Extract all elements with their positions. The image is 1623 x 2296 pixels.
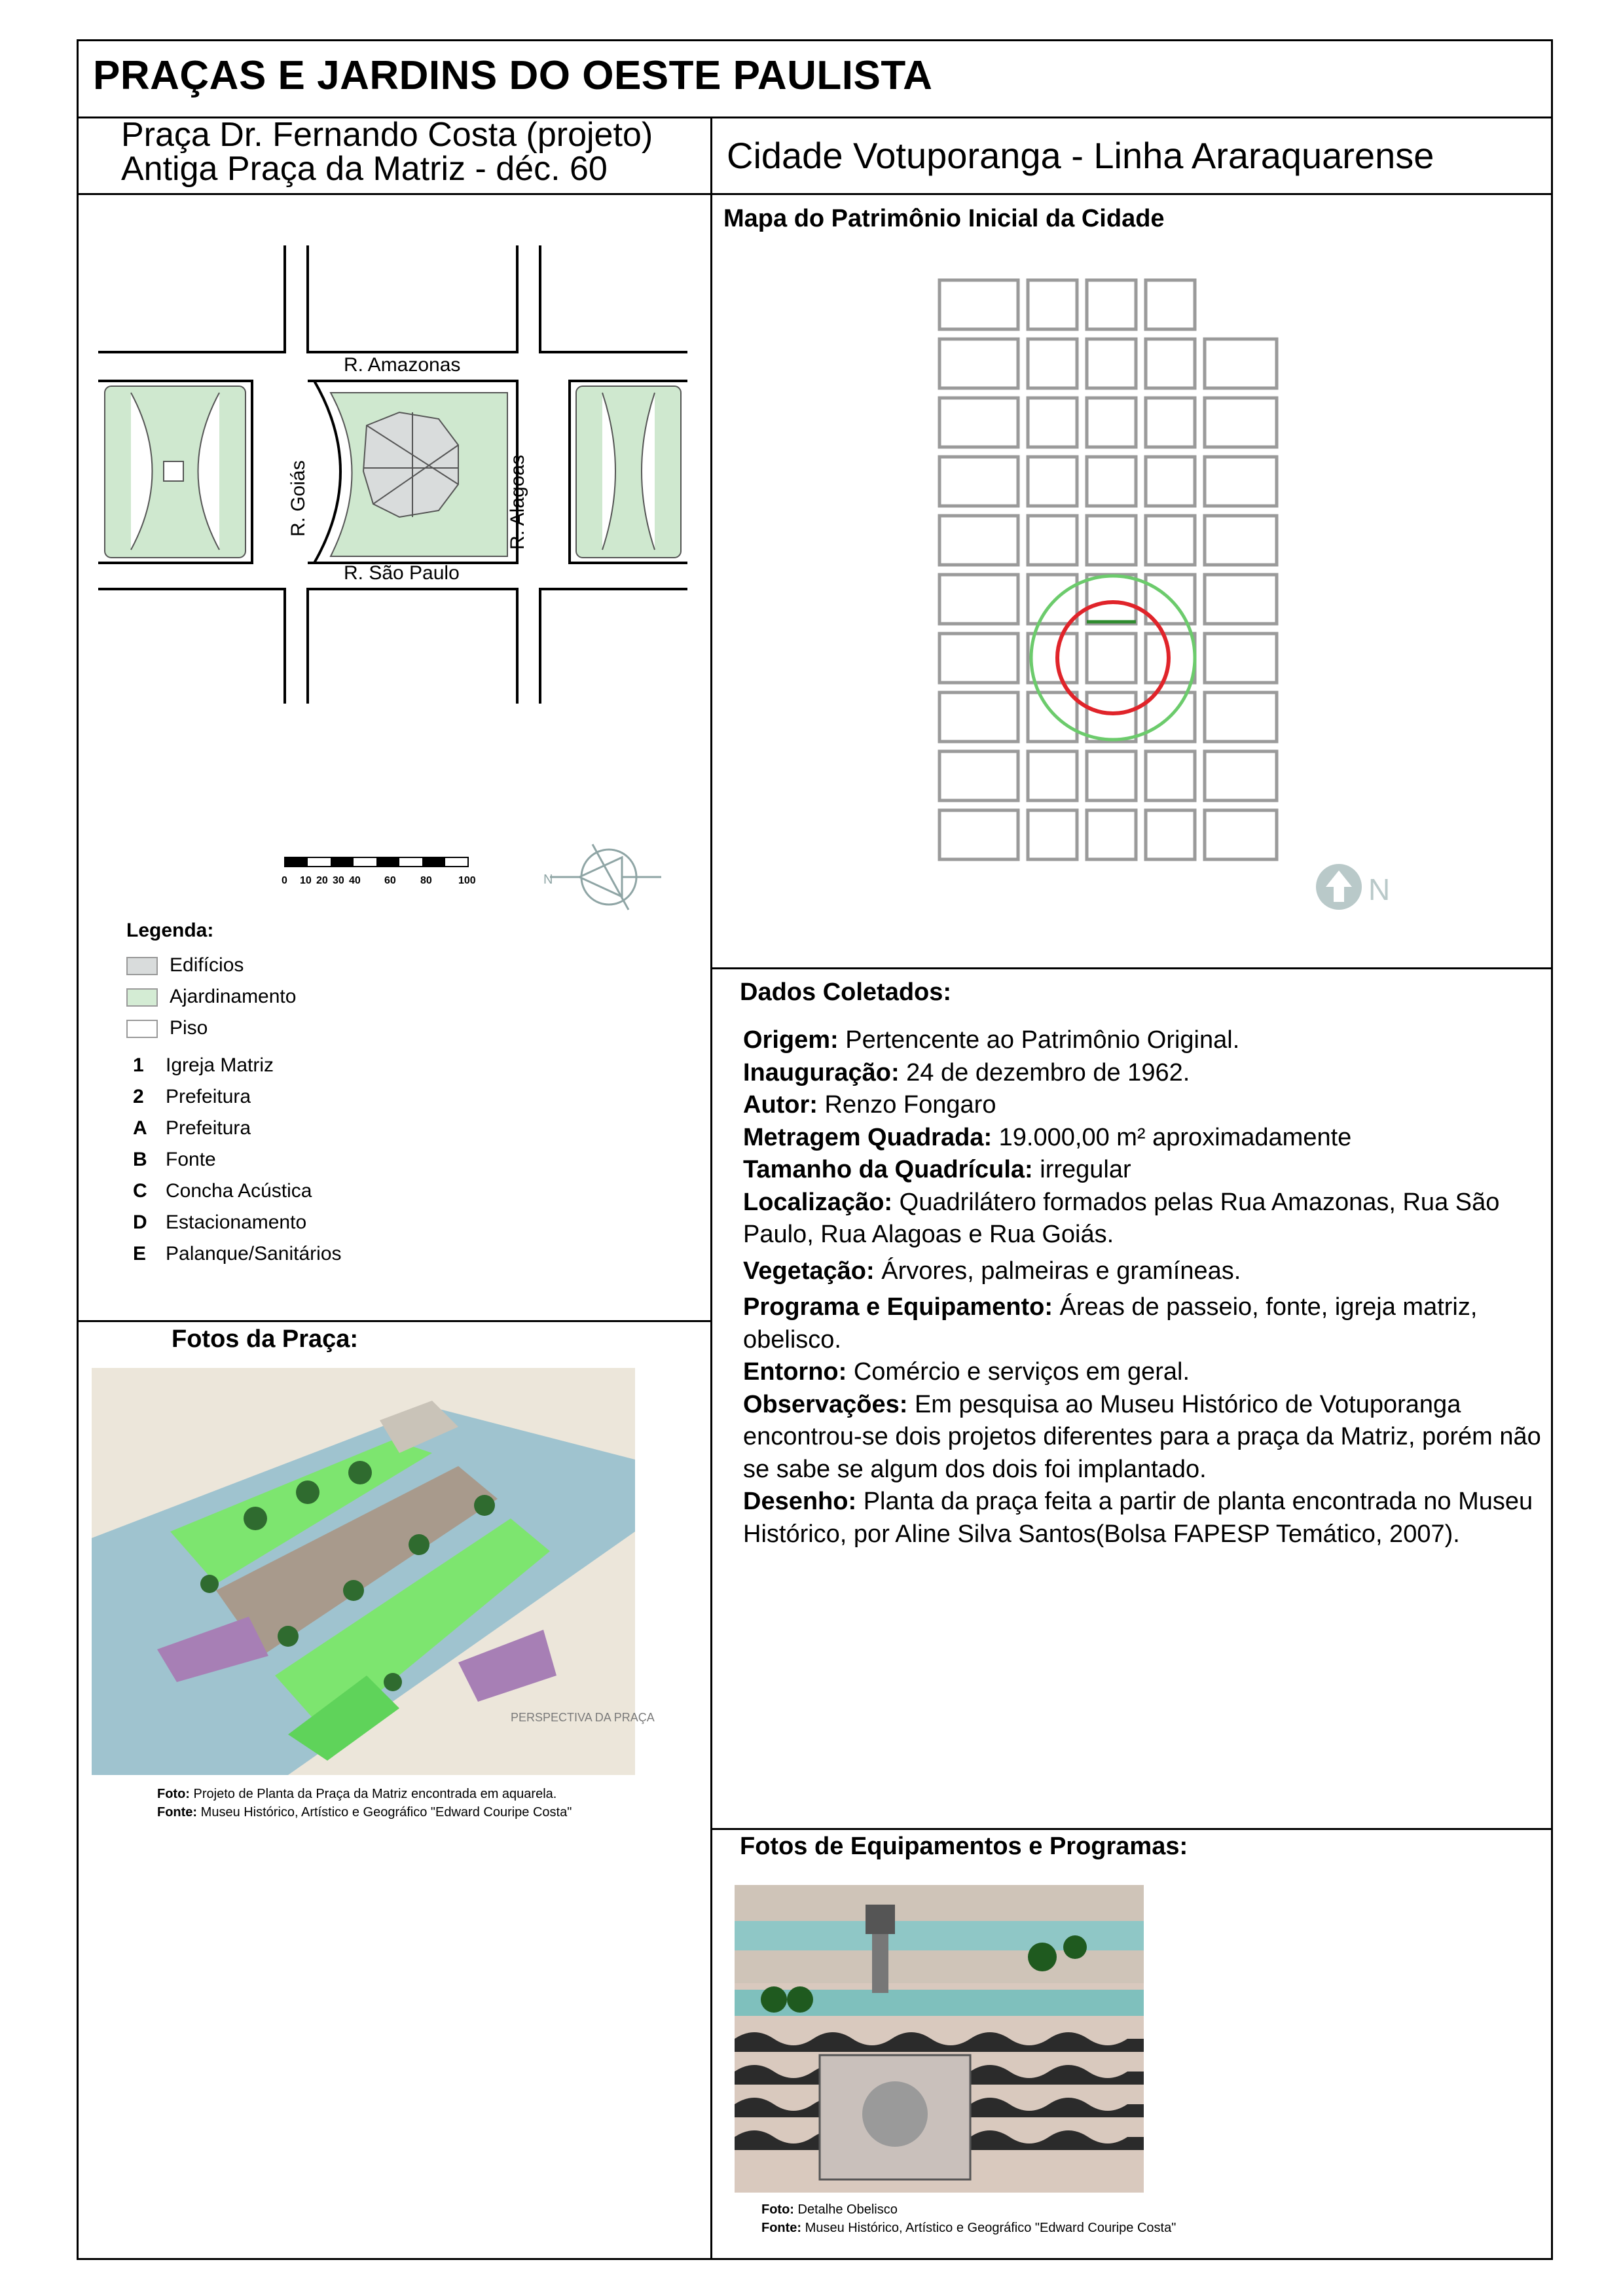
scale-label: 40	[349, 875, 361, 886]
data-field-grid-size: Tamanho da Quadrícula: irregular	[743, 1156, 1131, 1183]
scale-label: 100	[458, 875, 476, 886]
legend-label: Edifícios	[170, 954, 244, 976]
legend-code-label: Concha Acústica	[166, 1180, 312, 1202]
scale-label: 60	[384, 875, 396, 886]
data-field-drawing: Desenho: Planta da praça feita a partir de planta encontrada no Museu Histórico, por Aline Silva Santos(Bolsa FAPESP Temático, 2007).	[743, 1488, 1533, 1548]
divider-left-lower	[77, 1320, 710, 1322]
square-watercolor-image	[92, 1368, 655, 1775]
photos-square-heading: Fotos da Praça:	[172, 1325, 359, 1353]
data-field-inauguration: Inauguração: 24 de dezembro de 1962.	[743, 1058, 1190, 1086]
caption-photo-line: Foto: Projeto de Planta da Praça da Matriz encontrada em aquarela.	[157, 1787, 557, 1801]
heritage-map-heading: Mapa do Patrimônio Inicial da Cidade	[723, 205, 1165, 232]
divider-right-lower	[710, 1828, 1553, 1830]
legend-code: C	[133, 1180, 147, 1202]
legend-title: Legenda:	[126, 920, 214, 941]
legend-label: Ajardinamento	[170, 986, 297, 1007]
legend-code: 2	[133, 1086, 144, 1107]
plan-map	[92, 236, 701, 903]
obelisk-image	[735, 1885, 1144, 2193]
legend-code-row	[126, 1084, 251, 1110]
legend-code-label: Estacionamento	[166, 1211, 307, 1233]
legend-item-buildings	[126, 952, 244, 978]
legend-item-garden	[126, 984, 296, 1010]
data-field-program: Programa e Equipamento: Áreas de passeio, fonte, igreja matriz, obelisco.	[743, 1293, 1478, 1354]
obelisk-detail-photo	[735, 1885, 1144, 2193]
data-field-author: Autor: Renzo Fongaro	[743, 1091, 996, 1119]
legend-swatch	[126, 988, 158, 1007]
city-line: Cidade Votuporanga - Linha Araraquarense	[727, 135, 1434, 176]
data-field-origin: Origem: Pertencente ao Patrimônio Original.	[743, 1026, 1240, 1054]
street-label-north: R. Amazonas	[344, 354, 461, 376]
legend-code-row	[126, 1241, 342, 1267]
compass-icon	[550, 844, 661, 910]
photos-equipment-caption	[761, 2200, 1176, 2237]
divider-subtitle	[77, 193, 1553, 195]
scale-bar	[282, 857, 476, 886]
square-name-line-2: Antiga Praça da Matriz - déc. 60	[121, 150, 608, 188]
square-watercolor-photo	[92, 1368, 655, 1775]
legend-code-label: Fonte	[166, 1149, 216, 1170]
legend-code-label: Prefeitura	[166, 1086, 251, 1107]
legend-code-row	[126, 1178, 312, 1204]
photos-square-caption	[157, 1785, 572, 1821]
divider-center	[710, 117, 712, 2260]
scale-label: 30	[333, 875, 344, 886]
city-blocks	[939, 280, 1277, 859]
legend-code-label: Prefeitura	[166, 1117, 251, 1139]
square-name-line-1: Praça Dr. Fernando Costa (projeto)	[121, 116, 653, 154]
street-label-west: R. Goiás	[287, 460, 309, 537]
legend-code-label: Igreja Matriz	[166, 1054, 274, 1076]
legend-swatch	[126, 1020, 158, 1038]
divider-right-upper	[710, 967, 1553, 969]
data-field-vegetation: Vegetação: Árvores, palmeiras e gramíneas.	[743, 1257, 1241, 1285]
data-field-area: Metragem Quadrada: 19.000,00 m² aproximadamente	[743, 1123, 1352, 1151]
legend-code-label: Palanque/Sanitários	[166, 1243, 342, 1265]
legend-code-row	[126, 1115, 251, 1141]
data-block	[743, 1024, 1542, 1551]
legend-code: 1	[133, 1054, 144, 1076]
scale-label: 20	[316, 875, 328, 886]
scale-label: 0	[282, 875, 287, 886]
church-building	[363, 412, 458, 517]
data-field-observations: Observações: Em pesquisa ao Museu Histórico de Votuporanga encontrou-se dois projetos diferentes para a praça da Matriz, porém não se sabe se algum dos dois foi implantado.	[743, 1390, 1541, 1483]
photos-equipment-heading: Fotos de Equipamentos e Programas:	[740, 1833, 1188, 1860]
compass-north-letter: N	[543, 872, 553, 887]
legend-swatch	[126, 957, 158, 975]
caption-source-line: Fonte: Museu Histórico, Artístico e Geográfico "Edward Couripe Costa"	[157, 1805, 572, 1820]
legend-code: D	[133, 1211, 147, 1233]
watermark-text: PERSPECTIVA DA PRAÇA	[511, 1711, 655, 1724]
street-label-south: R. São Paulo	[344, 562, 460, 584]
legend-code: B	[133, 1149, 147, 1170]
svg-text:0 10 20 30	[282, 875, 476, 886]
data-field-location: Localização: Quadrilátero formados pelas Rua Amazonas, Rua São Paulo, Rua Alagoas e Rua Goiás.	[743, 1188, 1500, 1248]
legend-code-row	[126, 1210, 306, 1236]
legend-code-row	[126, 1147, 216, 1173]
legend-code: A	[133, 1117, 147, 1139]
heritage-map	[923, 275, 1421, 916]
square-name	[121, 118, 653, 186]
page-title: PRAÇAS E JARDINS DO OESTE PAULISTA	[93, 53, 933, 98]
scale-label: 10	[300, 875, 312, 886]
legend-label: Piso	[170, 1017, 208, 1039]
street-label-east: R. Alagoas	[507, 454, 528, 550]
north-arrow-icon	[1316, 864, 1362, 910]
data-field-surroundings: Entorno: Comércio e serviços em geral.	[743, 1358, 1190, 1386]
caption-photo-line: Foto: Detalhe Obelisco	[761, 2202, 898, 2217]
data-heading: Dados Coletados:	[740, 978, 952, 1006]
legend-code: E	[133, 1243, 147, 1265]
legend-item-paving	[126, 1015, 208, 1041]
caption-source-line: Fonte: Museu Histórico, Artístico e Geográfico "Edward Couripe Costa"	[761, 2221, 1176, 2235]
scale-label: 80	[420, 875, 432, 886]
north-letter: N	[1368, 872, 1391, 906]
legend-code-row	[126, 1052, 274, 1079]
